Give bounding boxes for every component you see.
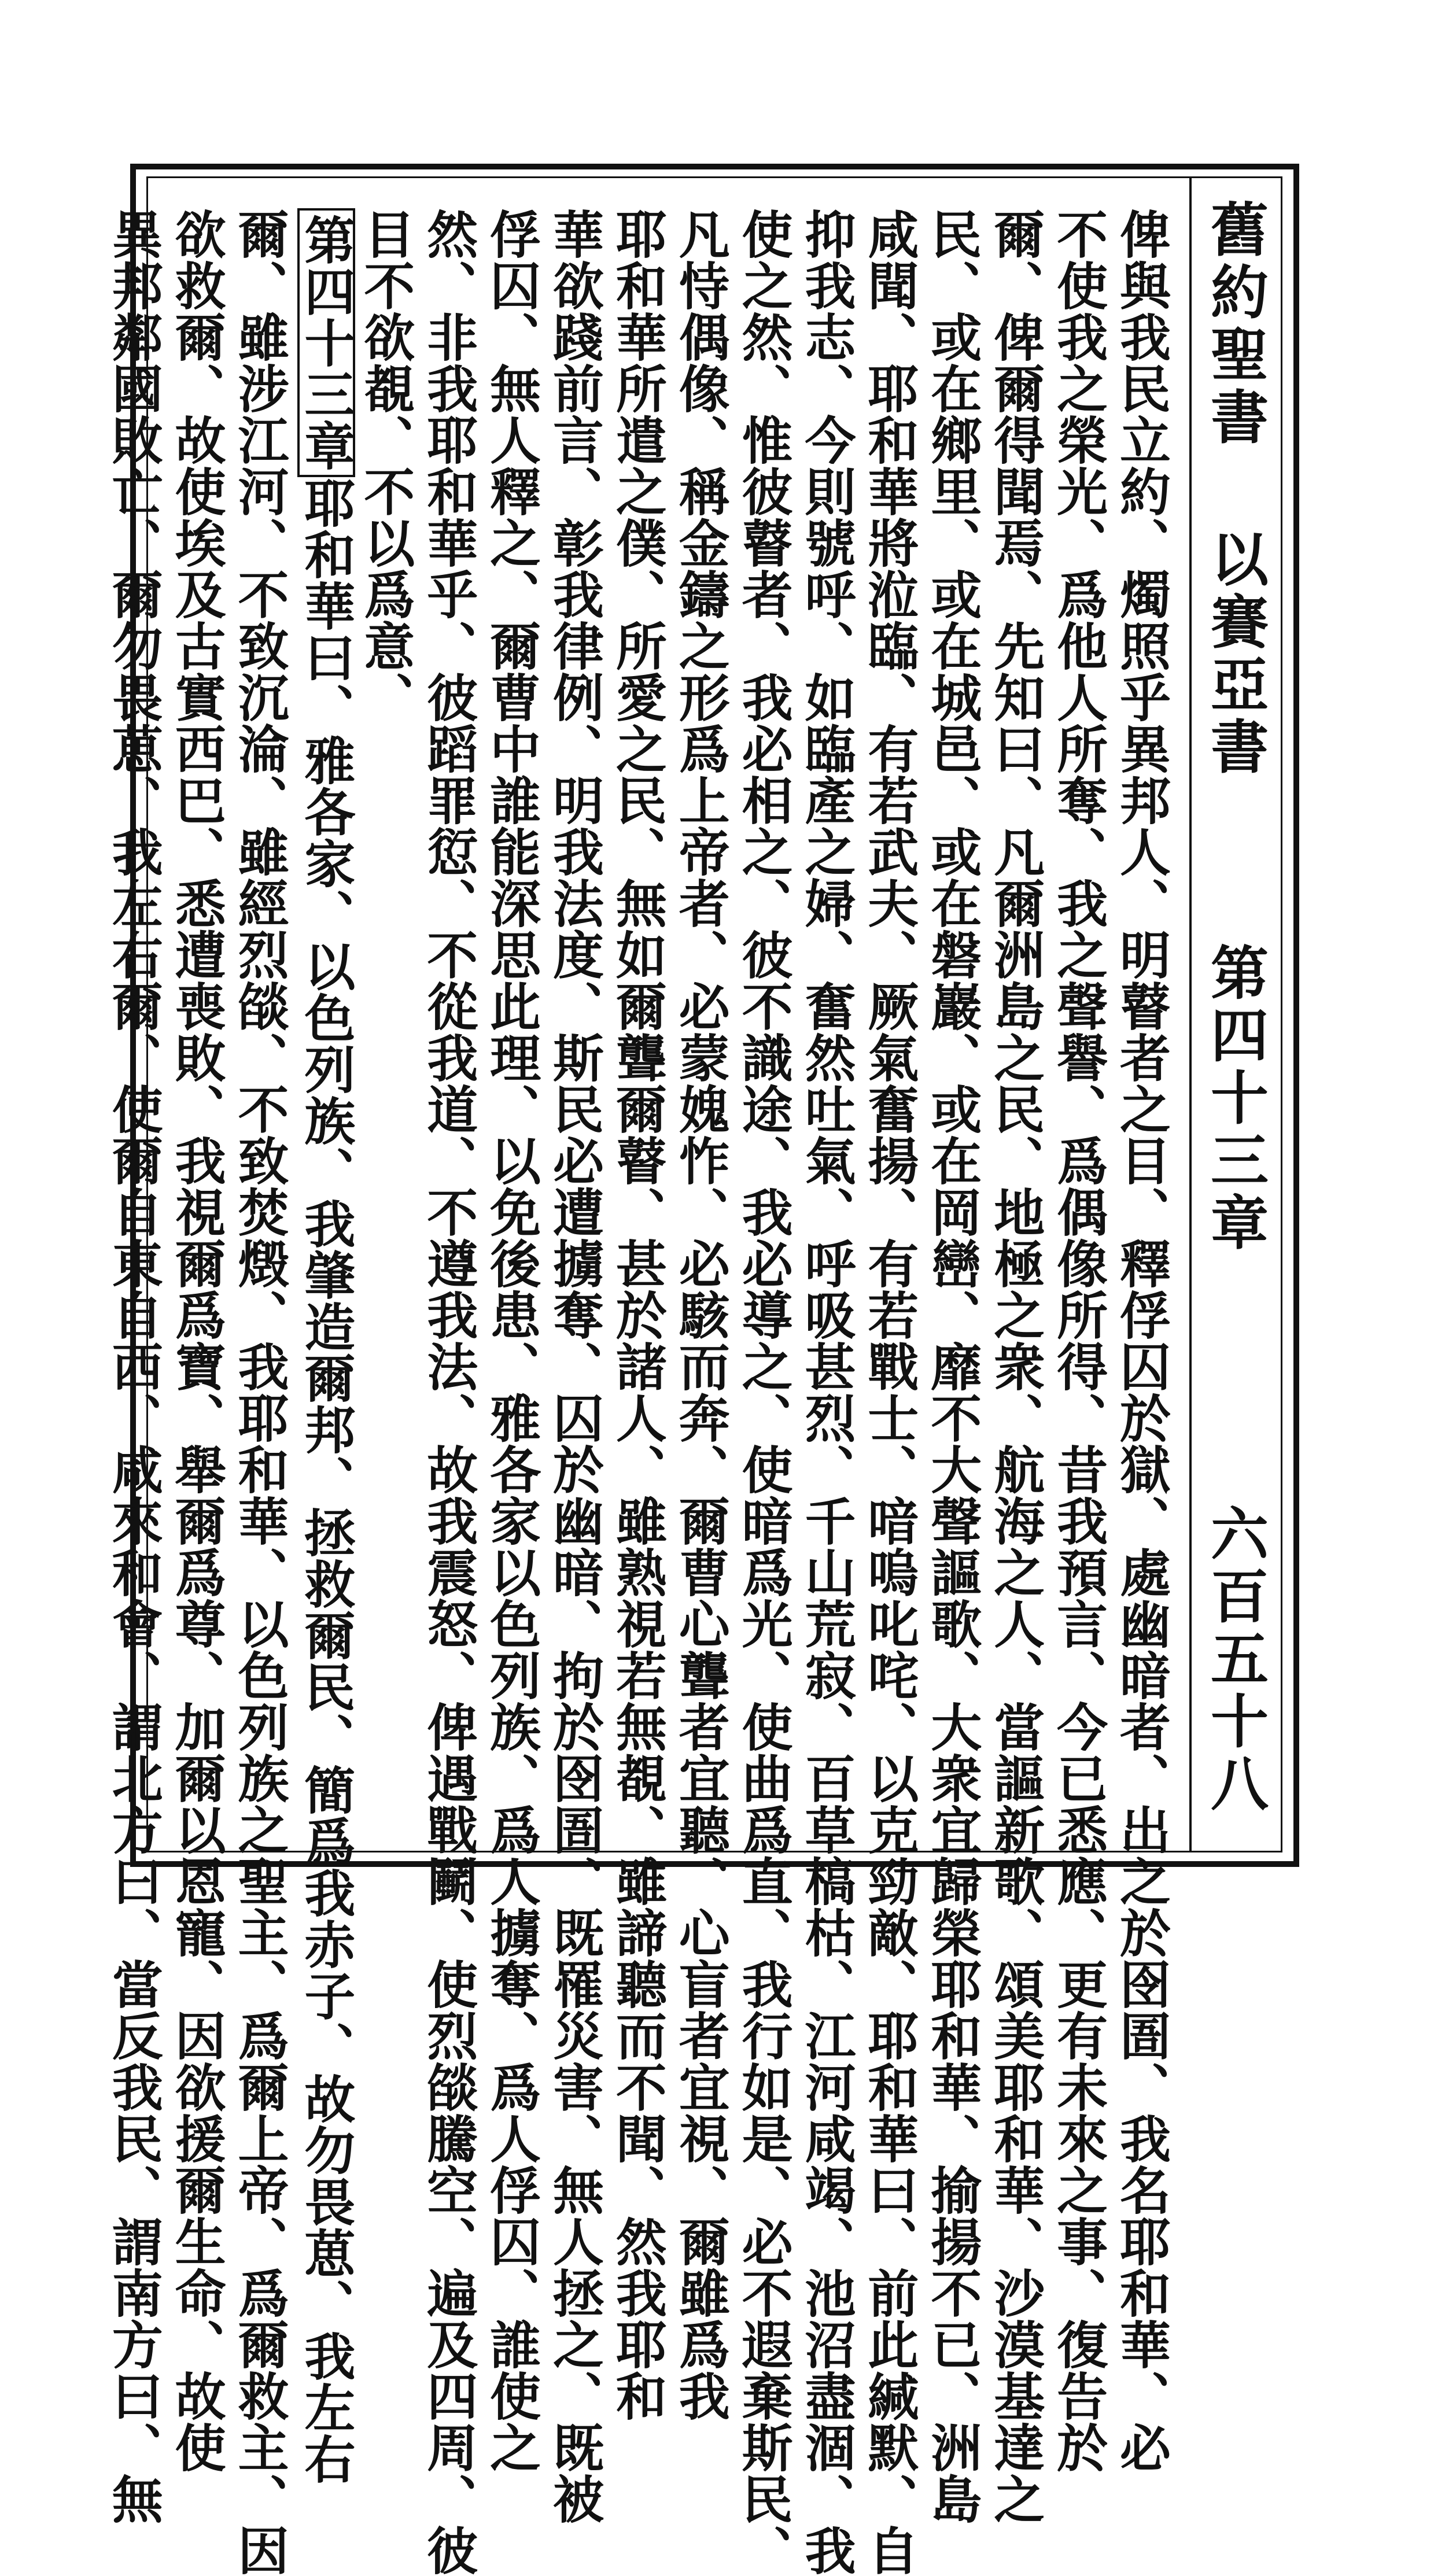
text-column: 耶和華所遣之僕、所愛之民、無如爾聾爾瞽、甚於諸人、雖熟視若無覩、雖諦聽而不聞、然我耶和 — [607, 208, 668, 2422]
text-column: 不使我之榮光、爲他人所奪、我之聲譽、爲偶像所得、昔我預言、今已悉應、更有未來之事、復告於 — [1049, 208, 1109, 2473]
book-title: 舊約聖書 — [1201, 200, 1269, 449]
book-name: 以賽亞書 — [1201, 529, 1269, 779]
text-column: 第四十三章耶和華曰、雅各家、以色列族、我肇造爾邦、拯救爾民、簡爲我赤子、故勿畏葸、我左右 — [297, 208, 355, 2485]
text-column: 使之然、惟彼瞽者、我必相之、彼不識途、我必導之、使暗爲光、使曲爲直、我行如是、必不遐棄斯民、 — [733, 208, 794, 2576]
text-column: 目不欲覩、不以爲意、 — [356, 208, 416, 723]
section-heading: 第四十三章 — [297, 208, 355, 477]
text-column: 華欲踐前言、彰我律例、明我法度、斯民必遭擄奪、囚於幽暗、拘於囹圄、既罹災害、無人拯之、既被 — [544, 208, 605, 2525]
text-column: 凡恃偶像、稱金鑄之形爲上帝者、必蒙媿怍、必駭而奔、爾曹心聾者宜聽、心盲者宜視、爾雖爲我 — [670, 208, 731, 2422]
text-column: 咸聞、耶和華將涖臨、有若武夫、厥氣奮揚、有若戰士、喑嗚叱咤、以克勁敵、耶和華曰、前此緘默、自 — [860, 208, 920, 2576]
text-column: 俾與我民立約、燭照乎異邦人、明瞽者之目、釋俘囚於獄、處幽暗者、出之於囹圄、我名耶和華、必 — [1112, 208, 1172, 2473]
text-column: 抑我志、今則號呼、如臨產之婦、奮然吐氣、呼吸甚烈、千山荒寂、百草槁枯、江河咸竭、池沼盡涸、我 — [797, 208, 857, 2576]
text-column: 民、或在鄉里、或在城邑、或在磐巖、或在岡巒、靡不大聲謳歌、大衆宜歸榮耶和華、揄揚不已、洲島 — [923, 208, 983, 2525]
text-column: 然、非我耶和華乎、彼蹈罪愆、不從我道、不遵我法、故我震怒、俾遇戰鬭、使烈燄騰空、遍及四周、彼 — [419, 208, 480, 2576]
chapter-label: 第四十三章 — [1201, 943, 1269, 1255]
text-column: 俘囚、無人釋之、爾曹中誰能深思此理、以免後患、雅各家以色列族、爲人擄奪、爲人俘囚、誰使之 — [482, 208, 543, 2473]
text-column: 爾、俾爾得聞焉、先知曰、凡爾洲島之民、地極之衆、航海之人、當謳新歌、頌美耶和華、沙漠基達之 — [986, 208, 1046, 2525]
text-column: 爾、雖涉江河、不致沉淪、雖經烈燄、不致焚燬、我耶和華、以色列族之聖主、爲爾上帝、爲爾救主、因 — [230, 208, 290, 2576]
page-number: 六百五十八 — [1201, 1504, 1269, 1816]
text-column: 異邦鄰國敗亡、爾勿畏葸、我左右爾、使爾自東自西、咸來和會、謂北方曰、當反我民、謂南方曰、無 — [104, 208, 164, 2525]
text-column: 欲救爾、故使埃及古實西巴、悉遭喪敗、我視爾爲寶、舉爾爲尊、加爾以恩寵、因欲援爾生命、故使 — [167, 208, 227, 2473]
header-divider — [1189, 176, 1192, 1852]
